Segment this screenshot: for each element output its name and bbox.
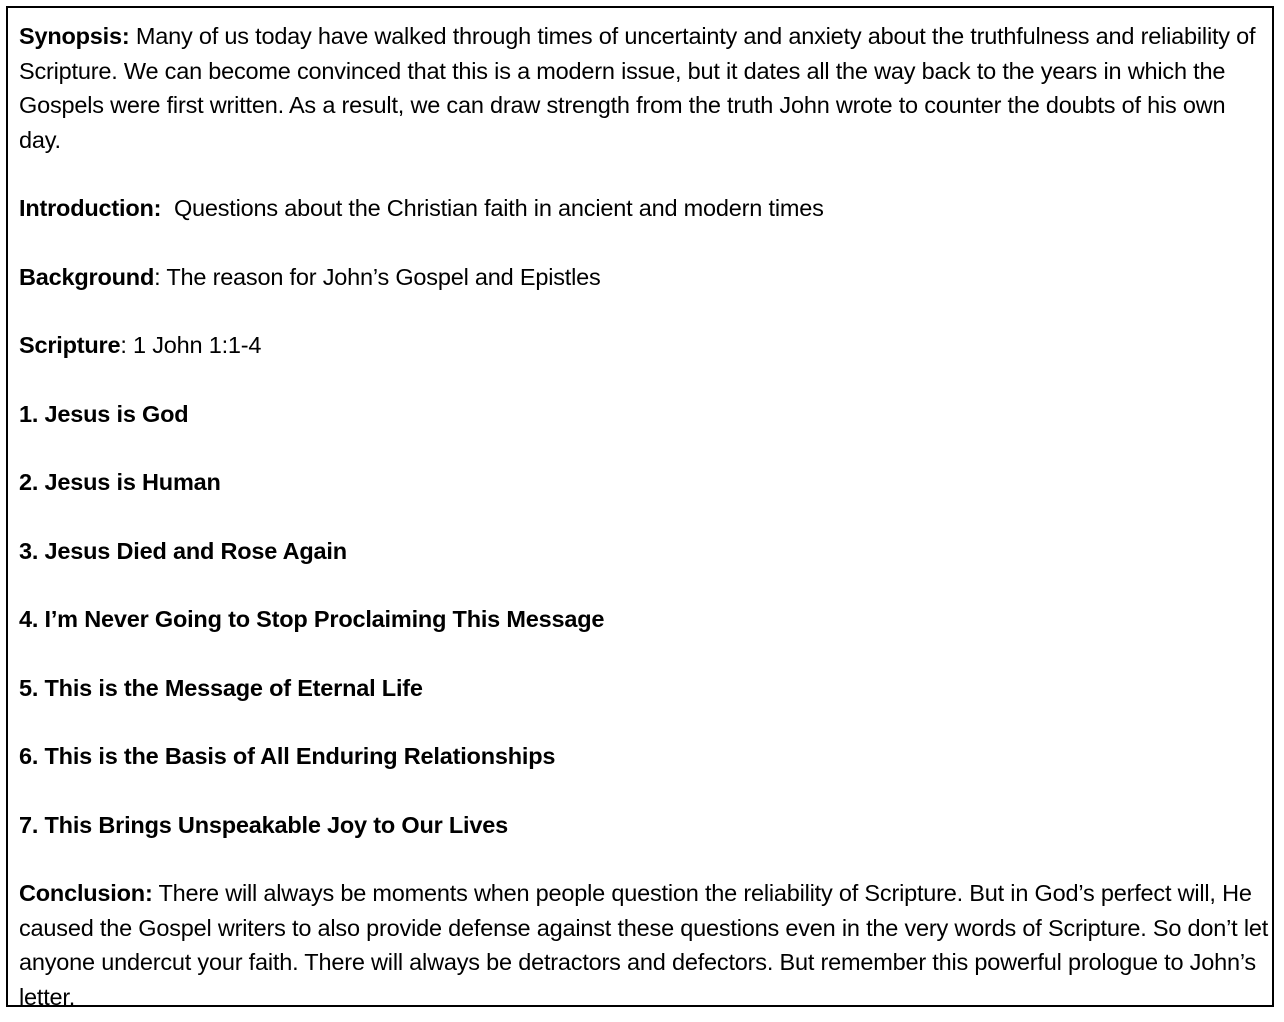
outline-point-1: 1. Jesus is God [19, 400, 189, 427]
outline-point-2: 2. Jesus is Human [19, 469, 221, 495]
outline-point-6: 6. This is the Basis of All Enduring Relationships [19, 743, 556, 769]
background-label: Background [19, 263, 155, 290]
outline-point-4: 4. I’m Never Going to Stop Proclaiming This Message [19, 606, 605, 632]
conclusion-text: There will always be moments when people question the reliability of Scripture. But in God’s perfect will, He caused the Gospel writers to also provide defense against these questions even in the very words of Scripture. So don’t let anyone undercut your faith. There will always be detractors and defectors. But remember this powerful prologue to John’s letter. [19, 880, 1269, 1010]
conclusion-paragraph [19, 876, 1269, 1014]
scripture-label: Scripture [19, 332, 121, 358]
background-text: : The reason for John’s Gospel and Epistles [154, 263, 601, 290]
scripture-text: : 1 John 1:1-4 [120, 332, 262, 358]
outline-point-7: 7. This Brings Unspeakable Joy to Our Lives [19, 811, 508, 838]
sermon-outline-content [19, 19, 1269, 1014]
background-paragraph [19, 260, 1269, 295]
scripture-paragraph [19, 328, 1269, 363]
outline-point-5: 5. This is the Message of Eternal Life [19, 674, 423, 701]
synopsis-label: Synopsis: [19, 23, 130, 49]
sermon-outline-box [6, 6, 1274, 1010]
synopsis-text: Many of us today have walked through times of uncertainty and anxiety about the truthfulness and reliability of Scripture. We can become convinced that this is a modern issue, but it dates all the way back to the years in which the Gospels were first written. As a result, we can draw strength from the truth John wrote to counter the doubts of his own day. [19, 23, 1256, 153]
introduction-label: Introduction: [19, 195, 162, 221]
outline-point-3: 3. Jesus Died and Rose Again [19, 537, 347, 564]
synopsis-paragraph [19, 19, 1269, 157]
introduction-paragraph [19, 191, 1269, 226]
introduction-text: Questions about the Christian faith in ancient and modern times [161, 195, 824, 221]
conclusion-label: Conclusion: [19, 880, 153, 906]
